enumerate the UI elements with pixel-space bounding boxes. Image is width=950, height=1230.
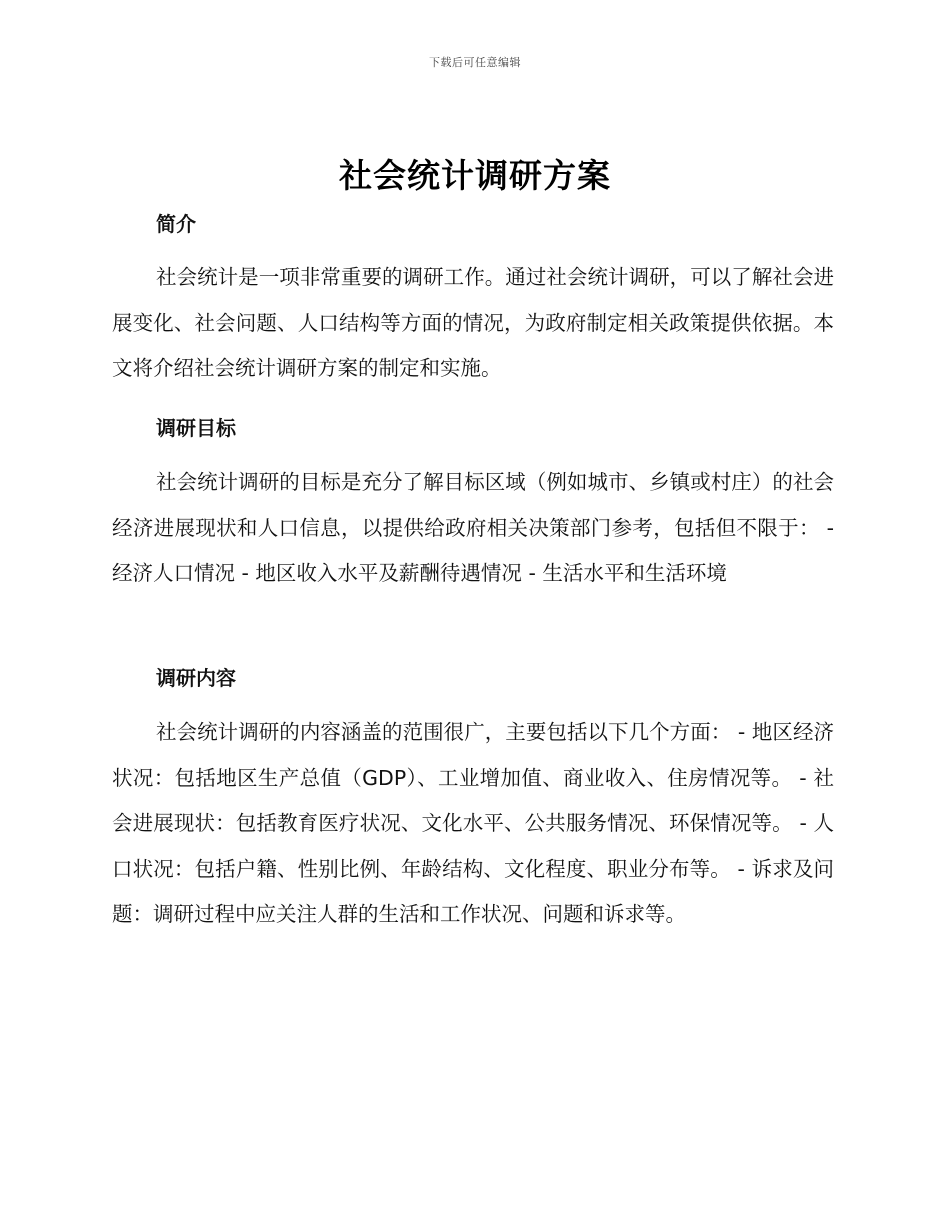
- document-title: 社会统计调研方案: [339, 156, 611, 195]
- header-note: 下载后可任意编辑: [429, 56, 521, 69]
- section-body-content: 社会统计调研的内容涵盖的范围很广，主要包括以下几个方面： - 地区经济状况：包括地区生产总值（GDP）、工业增加值、商业收入、住房情况等。 - 社会进展现状：包括教育医疗状况、文化水平、公共服务情况、环保情况等。 - 人口状况：包括户籍、性别比例、年龄结构、文化程度、职业分布等。 - 诉求及问题：调研过程中应关注人群的生活和工作状况、问题和诉求等。: [112, 720, 834, 926]
- section-heading-content: 调研内容: [156, 666, 236, 690]
- section-body-goal: 社会统计调研的目标是充分了解目标区域（例如城市、乡镇或村庄）的社会经济进展现状和人口信息，以提供给政府相关决策部门参考，包括但不限于： - 经济人口情况 - 地区收入水平及薪酬待遇情况 - 生活水平和生活环境: [112, 470, 834, 585]
- section-body-intro: 社会统计是一项非常重要的调研工作。通过社会统计调研，可以了解社会进展变化、社会问题、人口结构等方面的情况，为政府制定相关政策提供依据。本文将介绍社会统计调研方案的制定和实施。: [112, 265, 834, 380]
- section-heading-intro: 简介: [156, 212, 196, 236]
- section-heading-goal: 调研目标: [156, 416, 236, 440]
